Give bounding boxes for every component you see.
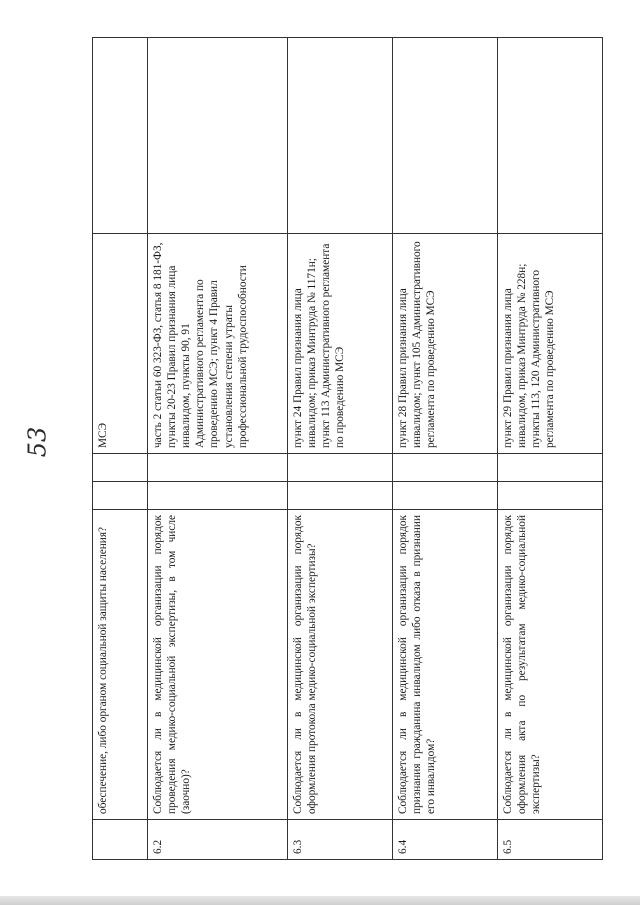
legal-reference-cell: пункт 29 Правил признания лица инвалидом, приказ Минтруда № 228н; пункты 113, 120 Административного регламента по проведению МСЭ (498, 234, 603, 454)
question-cell: Соблюдается ли в медицинской организации порядок оформления акта по результатам медико-социальной экспертизы? (498, 510, 603, 820)
item-number-cell (93, 820, 148, 860)
table-row (288, 38, 393, 860)
question-cell: Соблюдается ли в медицинской организации порядок проведения медико-социальной экспертизы, в том числе (заочно)? (148, 510, 288, 820)
answer-cell (288, 454, 393, 482)
table-row (148, 38, 288, 860)
answer-cell (148, 482, 288, 510)
page-number: 53 (23, 426, 52, 458)
legal-reference-cell: пункт 24 Правил признания лица инвалидом; приказ Минтруда № 1171н; пункт 113 Административного регламента по проведению МСЭ (288, 234, 393, 454)
answer-cell (93, 454, 148, 482)
notes-cell (148, 38, 288, 234)
checklist-table (92, 37, 603, 860)
legal-reference-cell: часть 2 статьи 60 323-ФЗ, статья 8 181-ФЗ, пункты 20-23 Правил признания лица инвалидом, пункты 90, 91 Административного регламента по проведению МСЭ; пункт 4 Правил установления степени утраты профессиональной трудоспособности (148, 234, 288, 454)
answer-cell (93, 482, 148, 510)
answer-cell (393, 482, 498, 510)
scan-bottom-edge (0, 896, 640, 905)
legal-reference-cell: пункт 28 Правил признания лица инвалидом; пункт 105 Административного регламента по проведению МСЭ (393, 234, 498, 454)
table-row (93, 38, 148, 860)
answer-cell (498, 482, 603, 510)
answer-cell (498, 454, 603, 482)
answer-cell (148, 454, 288, 482)
notes-cell (93, 38, 148, 234)
question-cell: Соблюдается ли в медицинской организации порядок признания гражданина инвалидом либо отказа в признании его инвалидом? (393, 510, 498, 820)
rotated-table-container (92, 38, 602, 860)
item-number-cell: 6.5 (498, 820, 603, 860)
notes-cell (288, 38, 393, 234)
answer-cell (393, 454, 498, 482)
question-cell: Соблюдается ли в медицинской организации порядок оформления протокола медико-социальной экспертизы? (288, 510, 393, 820)
item-number-cell: 6.4 (393, 820, 498, 860)
item-number-cell: 6.2 (148, 820, 288, 860)
notes-cell (498, 38, 603, 234)
table-row (498, 38, 603, 860)
item-number-cell: 6.3 (288, 820, 393, 860)
notes-cell (393, 38, 498, 234)
table-row (393, 38, 498, 860)
legal-reference-cell: МСЭ (93, 234, 148, 454)
answer-cell (288, 482, 393, 510)
question-cell: обеспечение, либо органом социальной защиты населения? (93, 510, 148, 820)
